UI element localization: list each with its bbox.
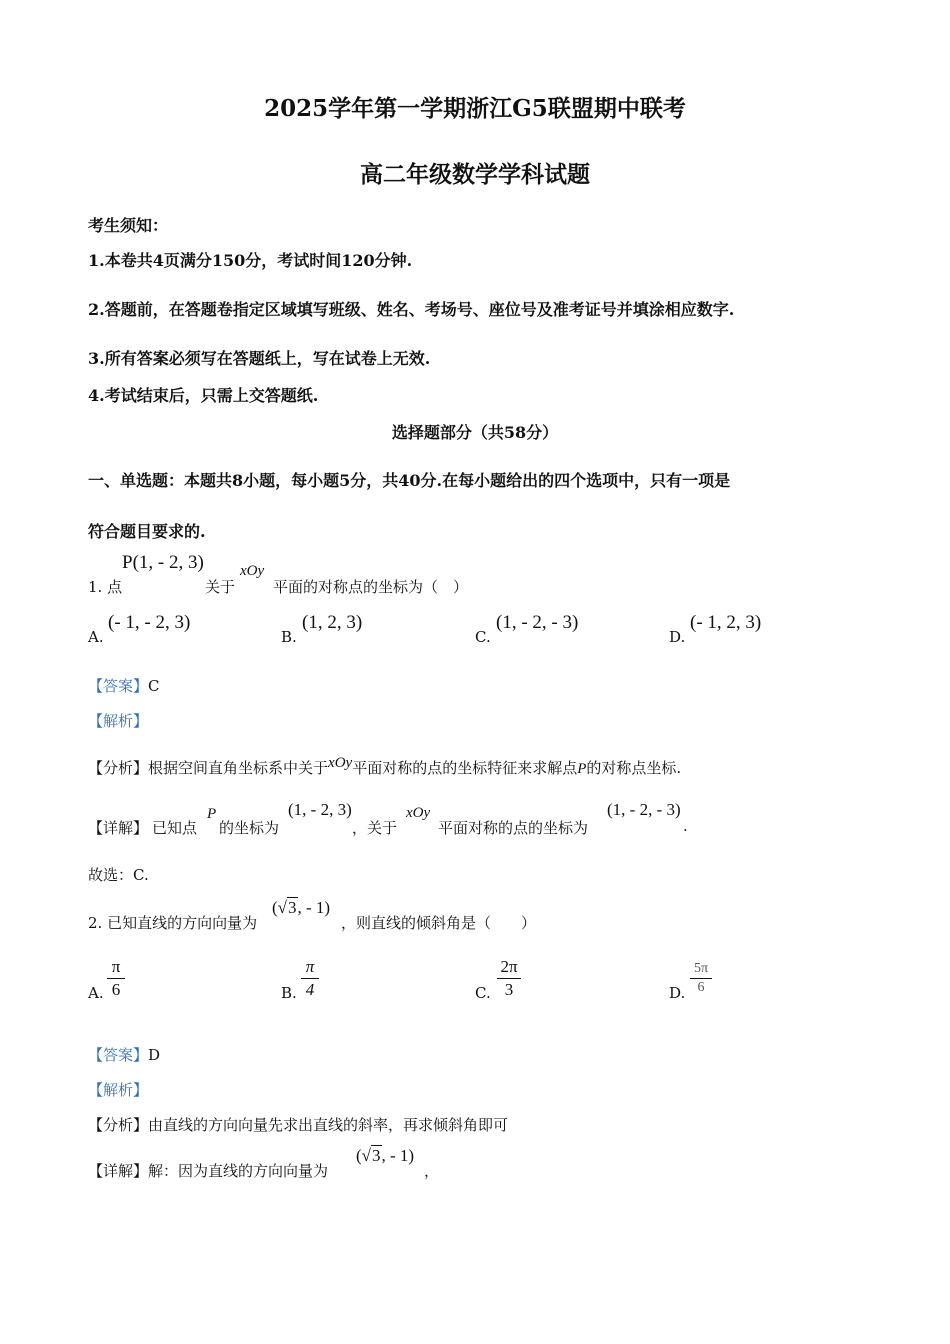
q1-xj-end: . bbox=[683, 817, 688, 835]
notice-item-4: 4.考试结束后，只需上交答题纸. bbox=[88, 386, 319, 405]
q1-suffix: 平面的对称点的坐标为（ ） bbox=[273, 578, 469, 596]
q2-vector bbox=[272, 898, 330, 918]
q1-prefix: 1. 点 bbox=[88, 578, 123, 596]
q2-vector-open: ( bbox=[272, 898, 278, 917]
q2-option-a-label: A. bbox=[88, 984, 104, 1002]
q1-xj-text-a: 已知点 bbox=[152, 819, 198, 837]
fraction-bar bbox=[497, 978, 521, 979]
q1-answer bbox=[88, 675, 160, 696]
exam-subtitle: 高二年级数学学科试题 bbox=[360, 161, 590, 188]
exam-title: 2025学年第一学期浙江G5联盟期中联考 bbox=[264, 95, 686, 122]
q2-answer-tag: 【答案】 bbox=[88, 1046, 149, 1064]
q2-vector-rest: , - 1) bbox=[297, 898, 331, 917]
q2-xj-text-a: 解：因为直线的方向向量为 bbox=[148, 1162, 329, 1180]
q2-xj-sqrt-value: 3 bbox=[372, 1146, 381, 1165]
q1-option-c-value: (1, - 2, - 3) bbox=[496, 612, 579, 633]
q2-option-a-fraction bbox=[107, 957, 125, 1000]
q2-option-b-fraction bbox=[301, 957, 319, 1000]
q1-xj-coord: (1, - 2, 3) bbox=[288, 800, 352, 819]
q2-option-a-den: 6 bbox=[111, 980, 121, 999]
q2-option-b-label: B. bbox=[281, 984, 297, 1002]
q2-option-c-num: 2π bbox=[500, 957, 518, 976]
q2-xj-vector-open: ( bbox=[356, 1146, 362, 1165]
q1-fenxi-point: P bbox=[577, 761, 587, 777]
fraction-bar bbox=[690, 978, 712, 979]
q2-xiangjie bbox=[88, 1160, 328, 1181]
section-heading: 选择题部分（共58分） bbox=[391, 423, 559, 442]
fraction-bar bbox=[107, 978, 125, 979]
notice-item-1: 1.本卷共4页满分150分，考试时间120分钟. bbox=[88, 251, 413, 270]
part-heading-line2: 符合题目要求的. bbox=[88, 522, 206, 541]
sqrt-symbol: √3 bbox=[361, 1146, 381, 1165]
q2-fenxi bbox=[88, 1114, 508, 1135]
q1-option-b-value: (1, 2, 3) bbox=[302, 612, 363, 633]
q1-fenxi-text-c: 的对称点坐标. bbox=[586, 759, 682, 777]
q1-option-d-label: D. bbox=[669, 628, 686, 646]
q1-xj-text-b: 的坐标为 bbox=[219, 819, 280, 837]
q2-option-c-den: 3 bbox=[504, 980, 514, 999]
q1-xiangjie-tag: 【详解】 bbox=[88, 819, 149, 837]
notice-heading: 考生须知： bbox=[88, 216, 169, 235]
q2-option-b-num: π bbox=[305, 957, 315, 976]
notice-item-3: 3.所有答案必须写在答题纸上，写在试卷上无效. bbox=[88, 349, 431, 368]
q2-fenxi-text: 由直线的方向向量先求出直线的斜率，再求倾斜角即可 bbox=[148, 1116, 509, 1134]
q1-point: P(1, - 2, 3) bbox=[122, 552, 204, 573]
q1-choose: 故选：C. bbox=[88, 866, 149, 884]
q1-fenxi-tag: 【分析】 bbox=[88, 759, 149, 777]
q2-option-d-den: 6 bbox=[697, 980, 705, 995]
q1-xj-result: (1, - 2, - 3) bbox=[607, 800, 681, 819]
q1-option-c-label: C. bbox=[475, 628, 491, 646]
q2-xj-vector-rest: , - 1) bbox=[381, 1146, 415, 1165]
q2-xiangjie-tag: 【详解】 bbox=[88, 1162, 149, 1180]
notice-item-2: 2.答题前，在答题卷指定区域填写班级、姓名、考场号、座位号及准考证号并填涂相应数字. bbox=[88, 300, 735, 319]
q1-xj-text-d: 平面对称的点的坐标为 bbox=[438, 819, 589, 837]
q2-sqrt-value: 3 bbox=[288, 898, 297, 917]
q2-xj-end: ， bbox=[424, 1162, 440, 1180]
q2-answer-value: D bbox=[148, 1046, 161, 1064]
q1-analysis-tag: 【解析】 bbox=[88, 712, 149, 730]
q2-suffix: ，则直线的倾斜角是（ ） bbox=[341, 914, 537, 932]
q1-fenxi-text-a: 根据空间直角坐标系中关于 bbox=[148, 759, 329, 777]
q2-option-d-fraction bbox=[690, 961, 712, 996]
q1-fenxi bbox=[88, 757, 681, 778]
q2-option-d-label: D. bbox=[669, 984, 686, 1002]
q2-option-a-num: π bbox=[111, 957, 121, 976]
q1-option-b-label: B. bbox=[281, 628, 297, 646]
q2-option-d-num: 5π bbox=[693, 961, 709, 976]
q2-option-b-den: 4 bbox=[305, 980, 315, 999]
q2-xj-vector bbox=[356, 1146, 414, 1166]
fraction-bar bbox=[301, 978, 319, 979]
q1-xj-plane: xOy bbox=[406, 805, 431, 821]
q1-fenxi-text-b: 平面对称的点的坐标特征来求解点 bbox=[352, 759, 578, 777]
q1-fenxi-plane: xOy bbox=[328, 755, 353, 771]
q1-answer-value: C bbox=[148, 677, 160, 695]
q1-option-a-label: A. bbox=[88, 628, 104, 646]
q2-option-c-label: C. bbox=[475, 984, 491, 1002]
q1-option-a-value: (- 1, - 2, 3) bbox=[108, 612, 191, 633]
q1-mid: 关于 bbox=[205, 578, 236, 596]
part-heading-line1: 一、单选题：本题共8小题，每小题5分，共40分.在每小题给出的四个选项中，只有一项是 bbox=[88, 471, 731, 490]
q2-option-c-fraction bbox=[497, 957, 521, 1000]
q1-xj-text-c: ，关于 bbox=[352, 819, 398, 837]
q1-option-d-value: (- 1, 2, 3) bbox=[690, 612, 762, 633]
q2-prefix: 2. 已知直线的方向向量为 bbox=[88, 914, 258, 932]
q2-fenxi-tag: 【分析】 bbox=[88, 1116, 149, 1134]
q1-plane: xOy bbox=[240, 563, 265, 579]
q2-analysis-tag: 【解析】 bbox=[88, 1081, 149, 1099]
q2-answer bbox=[88, 1044, 160, 1065]
q1-xj-point: P bbox=[207, 806, 217, 822]
q1-answer-tag: 【答案】 bbox=[88, 677, 149, 695]
sqrt-symbol: √3 bbox=[277, 898, 297, 917]
